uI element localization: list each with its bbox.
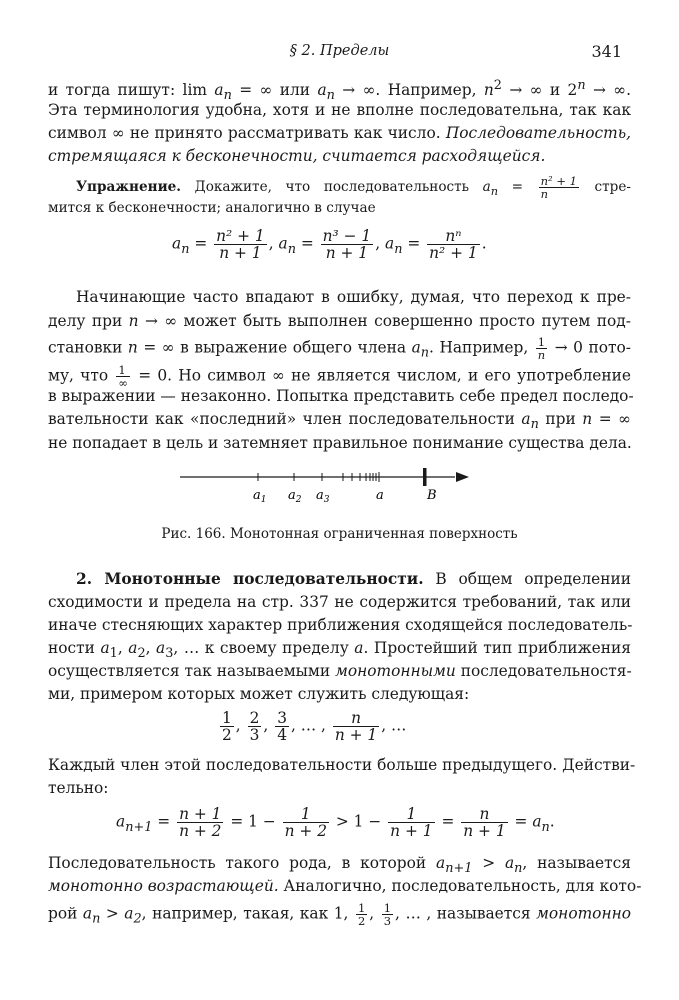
text-line: и тогда пишут: $\lim a_n$ = ∞ или $a_n$ → ∞. Например, $n^2$ → ∞ и $2^n$ → ∞. (48, 78, 631, 104)
text-line: делу при n → ∞ может быть выполнен совершенно просто путем под- (48, 312, 631, 330)
running-header: § 2. Пределы (289, 43, 390, 59)
bound-B-marker (423, 468, 427, 486)
exercise-equation: $a_n$ = $\frac{\text{n² + 1}}{n + 1}$ , $a_n$ = $\frac{\text{n³ − 1}}{n + 1}$ , $a_n$ = $\frac{\text{nⁿ}}{\text{n² + 1}}$ . (172, 227, 487, 263)
number-line-figure (180, 462, 470, 510)
text-line: символ ∞ не принято рассматривать как число. Последовательность, (48, 124, 631, 142)
text-line: сходимости и предела на стр. 337 не содержится требований, так или (48, 593, 631, 611)
text-line: в выражении — незаконно. Попытка представить себе предел последо- (48, 387, 634, 405)
text-line: не попадает в цель и затемняет правильное понимание существа дела. (48, 434, 632, 452)
text-line: Начинающие часто впадают в ошибку, думая, что переход к пре- (76, 288, 631, 306)
text-line: ми, примером которых может служить следующая: (48, 685, 470, 703)
section-heading-line: 2. Монотонные последовательности. В общем определении (76, 570, 631, 588)
text-line: рой $a_n > a_2$, например, такая, как 1, $\frac{1}{2}$ , $\frac{1}{3}$ , … , называется монотонно (48, 901, 631, 929)
axis-arrowhead (456, 472, 469, 482)
text-line: стремящаяся к бесконечности, считается расходящейся. (48, 147, 546, 165)
label-B: B (427, 488, 437, 503)
exercise-line: мится к бесконечности; аналогично в случае (48, 200, 376, 216)
text-line: осуществляется так называемыми монотонными последовательностя- (48, 662, 632, 680)
text-line: тельно: (48, 779, 109, 797)
text-line: вательности как «последний» член последовательности $a_n$ при n = ∞ (48, 410, 631, 433)
text-line: Эта терминология удобна, хотя и не вполне последовательна, так как (48, 101, 631, 119)
text-line: Каждый член этой последовательности больше предыдущего. Действи- (48, 756, 636, 774)
label-a1: $a_1$ (253, 488, 267, 505)
figure-caption: Рис. 166. Монотонная ограниченная поверхность (161, 526, 518, 542)
sequence-display: $\frac{1}{2}$ , $\frac{2}{3}$ , $\frac{3}{4}$ , … , $\frac{n}{n + 1}$ , … (222, 709, 407, 745)
text-line: ности $a_1$, $a_2$, $a_3$, … к своему пределу a. Простейший тип приближения (48, 639, 632, 662)
exercise-line: Упражнение. Докажите, что последовательность $a_n$ = $\frac{\text{n² + 1}}{n}$ стре- (76, 174, 631, 202)
text-line: Последовательность такого рода, в которой $a_{n+1} > a_n$, называется (48, 854, 631, 877)
text-line: иначе стесняющих характер приближения сходящейся последователь- (48, 616, 633, 634)
text-line: му, что $\frac{1}{\infty}$ = 0. Но символ ∞ не является числом, и его употребление (48, 363, 631, 391)
text-line: становки n = ∞ в выражение общего члена $a_n$. Например, $\frac{1}{n}$ → 0 пото- (48, 335, 631, 363)
text-line: монотонно возрастающей. Аналогично, последовательность, для кото- (48, 877, 642, 895)
label-a3: $a_3$ (316, 488, 330, 505)
monotonic-proof-equation: $a_{n+1}$ = $\frac{n + 1}{n + 2}$ = 1 − $\frac{1}{n + 2}$ > 1 − $\frac{1}{n + 1}$ = $\frac{n}{n + 1}$ = $a_n$. (116, 805, 555, 841)
page-number: 341 (591, 42, 622, 61)
label-a2: $a_2$ (288, 488, 302, 505)
label-a: a (376, 488, 384, 503)
